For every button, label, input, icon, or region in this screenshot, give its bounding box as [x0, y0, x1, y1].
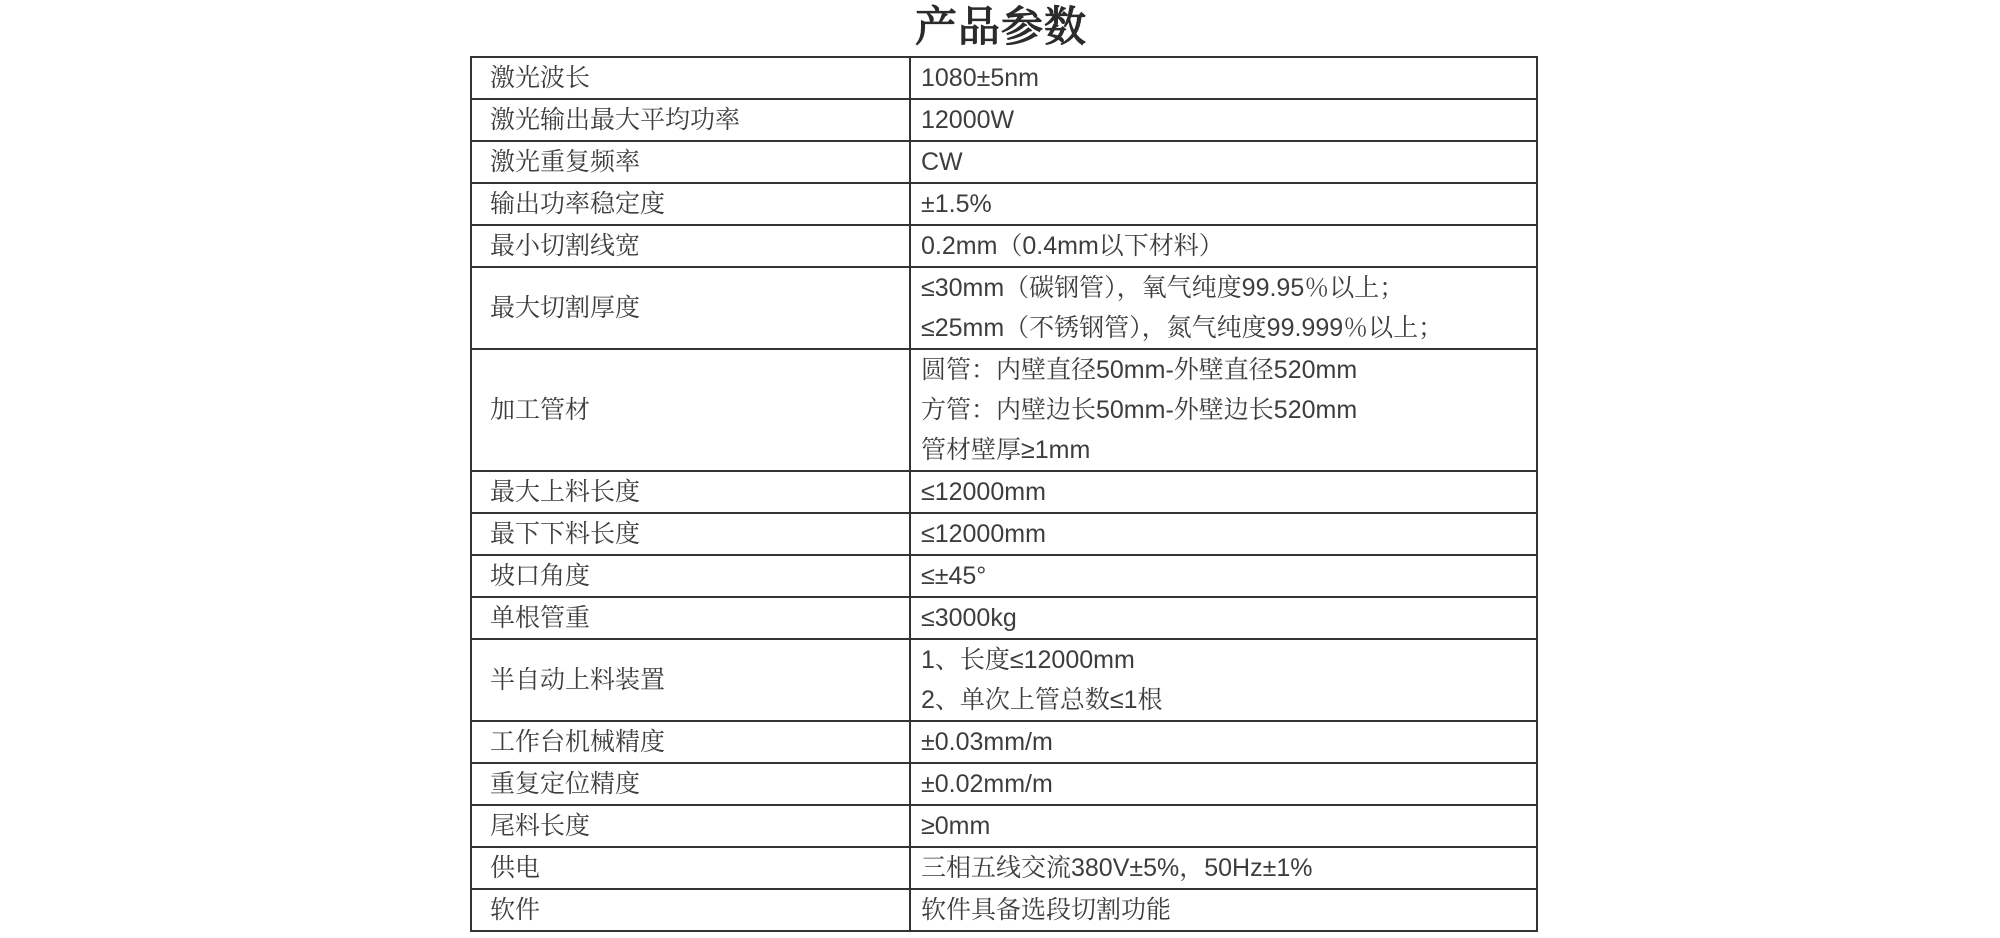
- param-value-line: ≤±45°: [921, 562, 987, 590]
- param-label: 供电: [490, 854, 541, 882]
- param-value-line: ≤3000kg: [921, 604, 1017, 632]
- param-label-cell: [471, 805, 910, 847]
- param-label: 最小切割线宽: [490, 232, 641, 260]
- param-label: 尾料长度: [490, 812, 591, 840]
- param-label-cell: [471, 721, 910, 763]
- param-value-cell: [910, 805, 1537, 847]
- param-label-cell: [471, 349, 910, 471]
- param-value-line: 1080±5nm: [921, 64, 1039, 92]
- param-value-cell: [910, 847, 1537, 889]
- param-value-line: 软件具备选段切割功能: [921, 896, 1172, 924]
- param-value-cell: [910, 57, 1537, 99]
- param-label-cell: [471, 183, 910, 225]
- param-label: 重复定位精度: [490, 770, 641, 798]
- param-label: 激光输出最大平均功率: [490, 106, 741, 134]
- param-value-line: ≥0mm: [921, 812, 991, 840]
- param-value-line: ±0.03mm/m: [921, 728, 1053, 756]
- table-body: [471, 57, 1537, 931]
- table-row: [471, 183, 1537, 225]
- param-label-cell: [471, 267, 910, 349]
- table-row: [471, 555, 1537, 597]
- param-value-line: 1、长度≤12000mm: [921, 646, 1135, 674]
- param-value-cell: [910, 597, 1537, 639]
- table-row: [471, 99, 1537, 141]
- param-value-cell: [910, 555, 1537, 597]
- param-label: 最下下料长度: [490, 520, 641, 548]
- param-value-cell: [910, 99, 1537, 141]
- param-label-cell: [471, 141, 910, 183]
- page-title: 产品参数: [914, 3, 1087, 50]
- param-value-cell: [910, 721, 1537, 763]
- param-label: 单根管重: [490, 604, 591, 632]
- param-value-cell: [910, 183, 1537, 225]
- param-label-cell: [471, 513, 910, 555]
- param-label-cell: [471, 99, 910, 141]
- param-label: 最大上料长度: [490, 478, 641, 506]
- param-label-cell: [471, 225, 910, 267]
- content-area: [470, 0, 1532, 932]
- param-value-cell: [910, 349, 1537, 471]
- table-row: [471, 267, 1537, 349]
- param-label-cell: [471, 471, 910, 513]
- table-row: [471, 763, 1537, 805]
- param-label: 软件: [490, 896, 541, 924]
- table-row: [471, 513, 1537, 555]
- table-row: [471, 639, 1537, 721]
- param-value-line: 2、单次上管总数≤1根: [921, 686, 1163, 714]
- param-label: 最大切割厚度: [490, 294, 641, 322]
- param-value-cell: [910, 471, 1537, 513]
- table-row: [471, 57, 1537, 99]
- param-value-line: ≤25mm（不锈钢管），氮气纯度99.999％以上；: [921, 314, 1444, 342]
- param-value-cell: [910, 225, 1537, 267]
- table-row: [471, 597, 1537, 639]
- param-value-line: ±0.02mm/m: [921, 770, 1053, 798]
- table-row: [471, 847, 1537, 889]
- param-value-cell: [910, 763, 1537, 805]
- param-value-line: CW: [921, 148, 963, 176]
- param-label-cell: [471, 889, 910, 931]
- param-label: 激光波长: [490, 64, 591, 92]
- param-label-cell: [471, 763, 910, 805]
- param-value-line: 圆管：内壁直径50mm-外壁直径520mm: [921, 356, 1358, 384]
- param-value-line: 12000W: [921, 106, 1015, 134]
- param-label: 激光重复频率: [490, 148, 641, 176]
- param-label-cell: [471, 57, 910, 99]
- table-row: [471, 471, 1537, 513]
- param-label-cell: [471, 847, 910, 889]
- param-value-line: ≤12000mm: [921, 478, 1046, 506]
- param-label: 加工管材: [490, 396, 591, 424]
- table-row: [471, 721, 1537, 763]
- param-label: 输出功率稳定度: [490, 190, 666, 218]
- table-row: [471, 225, 1537, 267]
- param-value-cell: [910, 267, 1537, 349]
- param-label: 半自动上料装置: [490, 666, 666, 694]
- param-value-line: ≤30mm（碳钢管），氧气纯度99.95％以上；: [921, 274, 1405, 302]
- product-parameters-table: [470, 56, 1538, 932]
- param-value-cell: [910, 141, 1537, 183]
- table-row: [471, 141, 1537, 183]
- param-value-cell: [910, 513, 1537, 555]
- param-label: 坡口角度: [490, 562, 591, 590]
- param-label: 工作台机械精度: [490, 728, 666, 756]
- param-value-cell: [910, 889, 1537, 931]
- param-label-cell: [471, 555, 910, 597]
- table-row: [471, 889, 1537, 931]
- table-row: [471, 349, 1537, 471]
- param-value-line: 方管：内壁边长50mm-外壁边长520mm: [921, 396, 1358, 424]
- table-row: [471, 805, 1537, 847]
- param-value-line: 0.2mm（0.4mm以下材料）: [921, 232, 1224, 260]
- param-value-cell: [910, 639, 1537, 721]
- param-value-line: ±1.5%: [921, 190, 992, 218]
- param-value-line: 管材壁厚≥1mm: [921, 436, 1091, 464]
- param-value-line: ≤12000mm: [921, 520, 1046, 548]
- param-value-line: 三相五线交流380V±5%，50Hz±1%: [921, 854, 1313, 882]
- param-label-cell: [471, 597, 910, 639]
- param-label-cell: [471, 639, 910, 721]
